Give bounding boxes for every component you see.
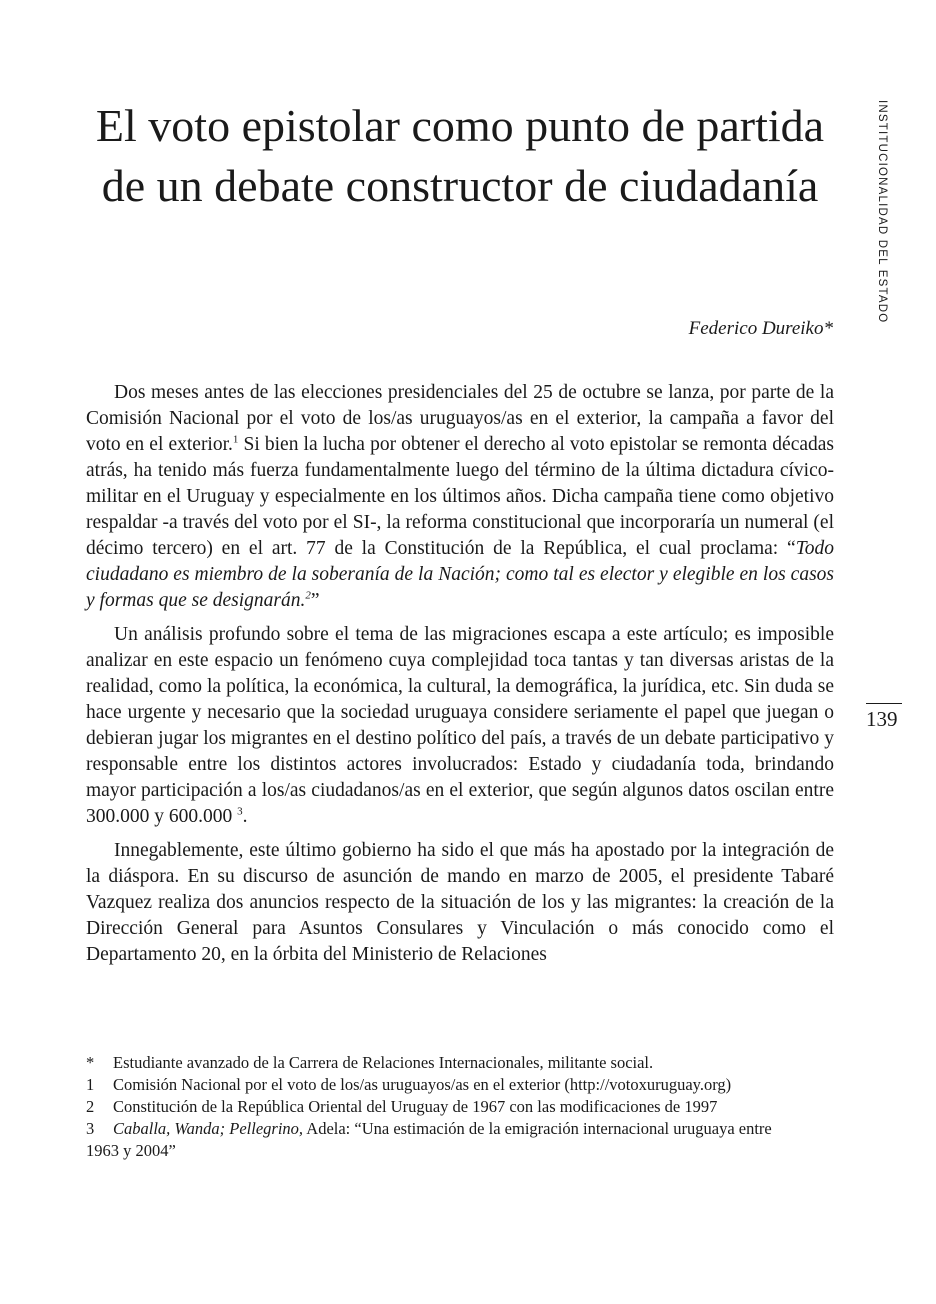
paragraph-1-text-c: ”: [310, 590, 320, 611]
footnote-ref-3[interactable]: 3: [237, 805, 243, 818]
author-name: Federico Dureiko*: [688, 318, 833, 339]
title-line-1: El voto epistolar como punto de partida: [95, 100, 825, 151]
footnote-text: Comisión Nacional por el voto de los/as uruguayos/as en el exterior (http://votoxuruguay.org): [113, 1075, 732, 1094]
page-number: 139: [866, 707, 898, 731]
footnotes: [86, 1052, 834, 1162]
constitution-quote: Todo ciudadano es miembro de la soberanía de la Nación; como tal es elector y elegible en los casos y formas que se designarán.: [86, 538, 834, 611]
section-running-head: INSTITUCIONALIDAD DEL ESTADO: [876, 100, 888, 324]
paragraph-1-text-b: Si bien la lucha por obtener el derecho al voto epistolar se remonta décadas atrás, ha tenido más fuerza fundamentalmente luego del término de la última dictadura cívico-militar en el Uruguay y especialmente en los últimos años. Dicha campaña tiene como objetivo respaldar -a través del voto por el SI-, la reforma constitucional que incorporaría un numeral (el décimo tercero) en el art. 77 de la Constitución de la República, el cual proclama: “: [86, 434, 834, 559]
footnote-authors: Caballa, Wanda; Pellegrino,: [113, 1119, 304, 1138]
article-title: [80, 96, 840, 216]
footnote-mark: 1: [86, 1075, 95, 1094]
paragraph-3: Innegablemente, este último gobierno ha sido el que más ha apostado por la integración de la diáspora. En su discurso de asunción de mando en marzo de 2005, el presidente Tabaré Vazquez realiza dos anuncios respecto de la situación de los y las migrantes: la creación de la Dirección General para Asuntos Consulares y Vinculación o más conocido como el Departamento 20, en la órbita del Ministerio de Relaciones: [86, 840, 834, 965]
footnote-title: Adela: “Una estimación de la emigración internacional uruguaya entre: [303, 1119, 772, 1138]
article-body: [86, 380, 834, 976]
page-number-rule: [866, 703, 902, 704]
footnote-ref-1[interactable]: 1: [232, 433, 239, 446]
footnote-mark: 2: [86, 1097, 95, 1116]
paragraph-2-text-a: Un análisis profundo sobre el tema de las migraciones escapa a este artículo; es imposible analizar en este espacio un fenómeno cuya complejidad toca tantas y tan diversas aristas de la realidad, como la política, la económica, la cultural, la demográfica, la jurídica, etc. Sin duda se hace urgente y necesario que la sociedad uruguaya considere seriamente el papel que juegan o debieran jugar los migrantes en el destino político del país, a través de un debate participativo y responsable entre los distintos actores involucrados: Estado y ciudadanía toda, brindando mayor participación a los/as ciudadanos/as en el exterior, que según algunos datos oscilan entre 300.000 y 600.000: [86, 624, 834, 827]
footnote-text: Constitución de la República Oriental del Uruguay de 1967 con las modificaciones de 1997: [113, 1097, 718, 1116]
footnote-ref-2[interactable]: 2: [305, 589, 311, 602]
paragraph-2: [86, 622, 834, 830]
footnote-2: [86, 1096, 834, 1118]
footnote-text: [113, 1118, 834, 1140]
footnote-mark: 3: [86, 1119, 95, 1138]
paragraph-2-text-b: .: [242, 806, 248, 827]
footnote-3: [86, 1118, 834, 1140]
paragraph-1: [86, 380, 834, 614]
footnote-text: Estudiante avanzado de la Carrera de Relaciones Internacionales, militante social.: [113, 1053, 654, 1072]
paragraph-1-text-a: Dos meses antes de las elecciones presidenciales del 25 de octubre se lanza, por parte de la Comisión Nacional por el voto de los/as uruguayos/as en el exterior, la campaña a favor del voto en el exterior.: [86, 382, 834, 455]
footnote-mark: *: [86, 1053, 95, 1072]
footnote-3-continuation: 1963 y 2004”: [86, 1141, 176, 1160]
footnote-1: [86, 1074, 834, 1096]
title-line-2: de un debate constructor de ciudadanía: [101, 160, 819, 211]
footnote-star: [86, 1052, 834, 1074]
